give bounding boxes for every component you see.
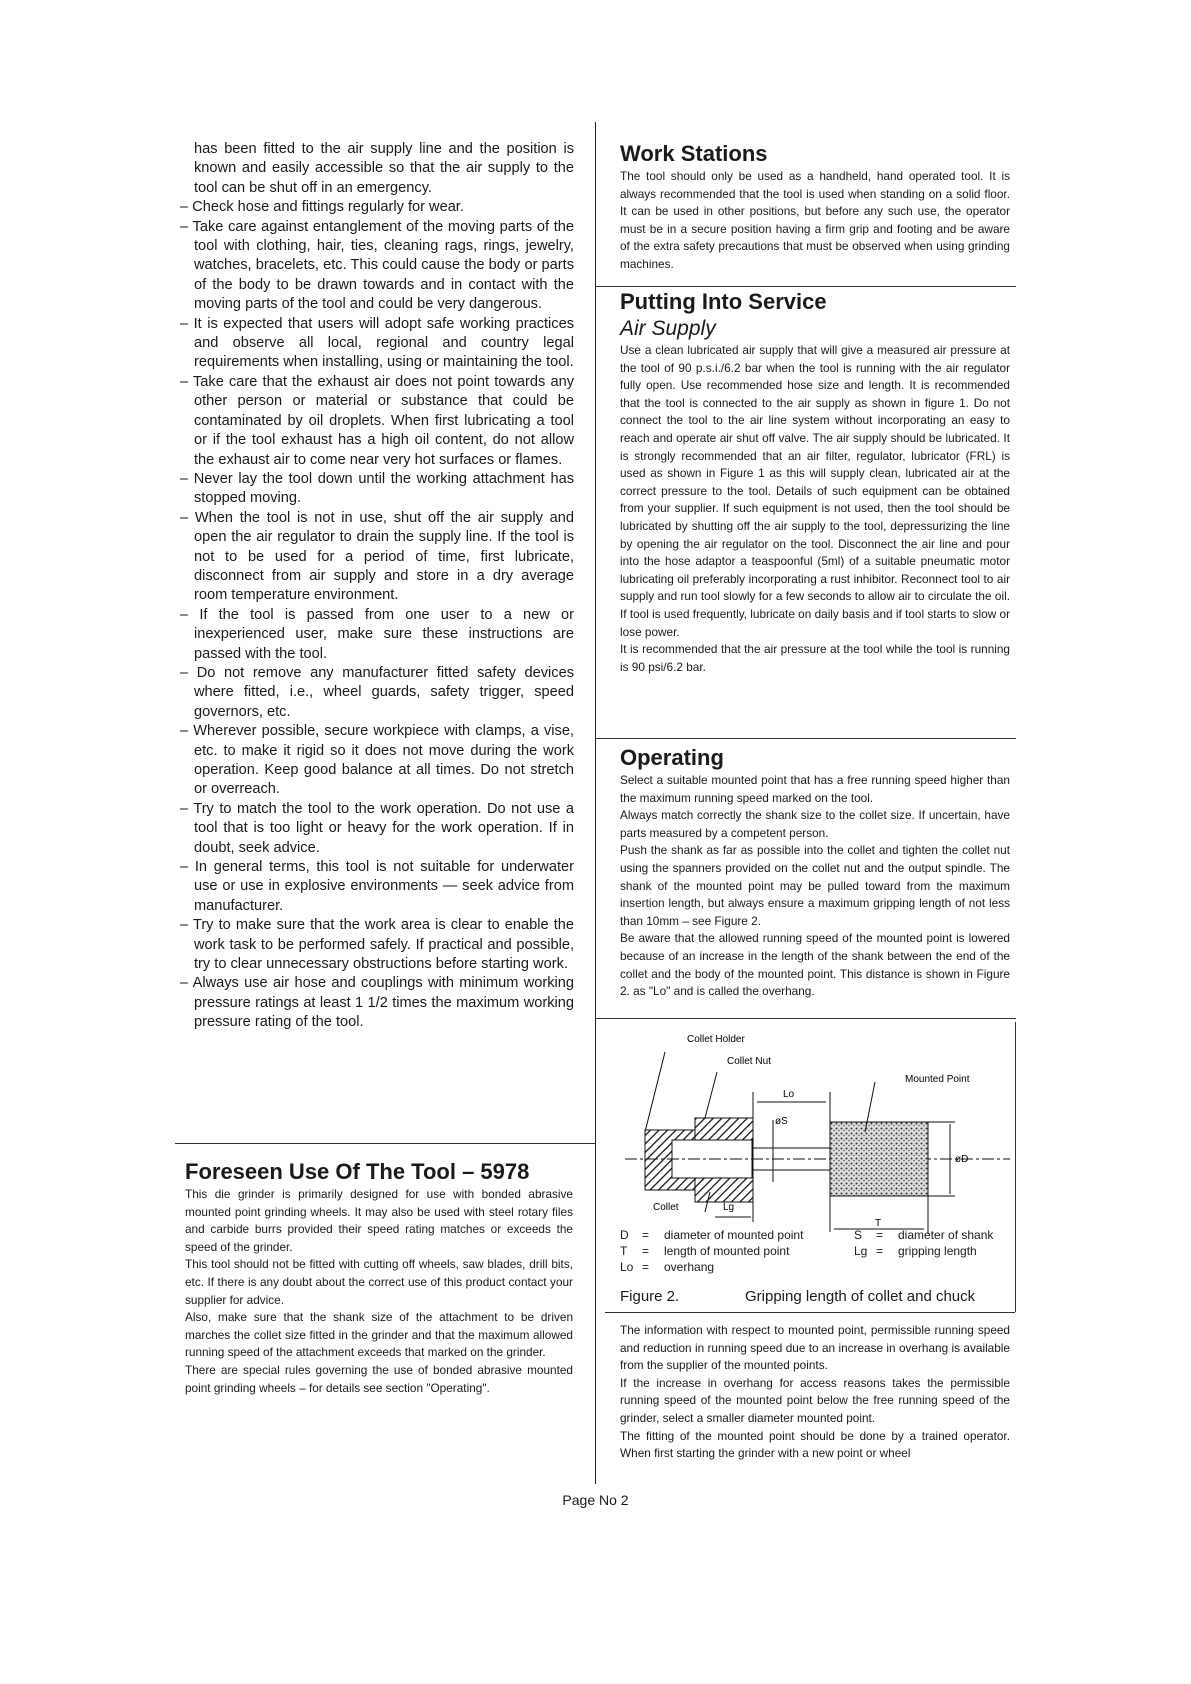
- legend-desc: diameter of shank: [898, 1228, 994, 1242]
- legend-desc: overhang: [664, 1260, 715, 1274]
- foreseen-use-section: [185, 1158, 573, 1397]
- paragraph: Always match correctly the shank size to the collet size. If uncertain, have parts measured by a competent person.: [620, 808, 1010, 840]
- label-mounted-point: Mounted Point: [905, 1074, 970, 1085]
- bullet-item: – Do not remove any manufacturer fitted safety devices where fitted, i.e., wheel guards, safety trigger, speed governors, etc.: [180, 664, 574, 720]
- legend-symbol: D: [620, 1228, 629, 1242]
- paragraph: Use a clean lubricated air supply that will give a measured air pressure at the tool of 90 p.s.i./6.2 bar when the tool is running with the air regulator fully open. Use recommended hose size and length. It is recommended that the tool is connected to the air supply as shown in figure 1. Do not connect the tool to the air line system without incorporating an easy to reach and operate air shut off valve. The air supply should be lubricated. It is strongly recommended that an air filter, regulator, lubricator (FRL) is used as shown in Figure 1 as this will supply clean, lubricated air at the correct pressure to the tool. Details of such equipment can be obtained from your supplier. If such equipment is not used, then the tool should be lubricated by shutting off the air supply to the tool, depressurizing the line by opening the air regulator on the tool. Disconnect the air line and pour into the hose adaptor a teaspoonful (5ml) of a suitable pneumatic motor lubricating oil preferably incorporating a rust inhibitor. Reconnect tool to air supply and run tool slowly for a few seconds to allow air to circulate the oil. If tool is used frequently, lubricate on daily basis and if tool starts to slow or lose power.: [620, 343, 1010, 639]
- paragraph: Select a suitable mounted point that has a free running speed higher than the maximum running speed marked on the tool.: [620, 773, 1010, 805]
- paragraph: This die grinder is primarily designed for use with bonded abrasive mounted point grinding wheels. It may also be used with steel rotary files and carbide burrs provided their speed rating matches or exceeds the speed of the grinder.: [185, 1187, 573, 1254]
- label-lo: Lo: [783, 1089, 795, 1100]
- legend-eq: =: [642, 1244, 650, 1258]
- paragraph: The information with respect to mounted point, permissible running speed and reduction in running speed due to an increase in overhang is available from the supplier of the mounted points.: [620, 1323, 1010, 1373]
- section-subtitle: Air Supply: [620, 317, 716, 340]
- figure-caption: [620, 1288, 1010, 1305]
- legend-symbol: Lo: [620, 1260, 634, 1274]
- figure-caption-text: Gripping length of collet and chuck: [745, 1288, 976, 1305]
- bullet-item: – Check hose and fittings regularly for wear.: [180, 199, 464, 216]
- legend-eq: =: [642, 1260, 650, 1274]
- bullet-item: – Always use air hose and couplings with minimum working pressure ratings at least 1 1/2 times the maximum working pressure rating of the tool.: [180, 975, 574, 1031]
- section-divider: [596, 286, 1016, 287]
- bullet-item: – Never lay the tool down until the working attachment has stopped moving.: [180, 470, 574, 507]
- bullet-item: – Take care against entanglement of the moving parts of the tool with clothing, hair, ties, cleaning rags, rings, jewelry, watches, bracelets, etc. This could cause the body or parts of the body to be drawn towards and in contact with the moving parts of the tool and could be very dangerous.: [180, 218, 574, 313]
- section-title: Putting Into Service: [620, 289, 827, 314]
- safety-instructions-column: [180, 140, 574, 1033]
- legend-eq: =: [876, 1228, 884, 1242]
- putting-into-service-section: [620, 288, 1010, 744]
- label-point-diameter: øD: [955, 1154, 969, 1165]
- paragraph: If the increase in overhang for access reasons takes the permissible running speed of the mounted point below the free running speed of the grinder, select a smaller diameter mounted point.: [620, 1375, 1010, 1425]
- section-title: Foreseen Use Of The Tool – 5978: [185, 1159, 530, 1184]
- label-collet-nut: Collet Nut: [727, 1056, 771, 1067]
- label-t: T: [875, 1218, 882, 1229]
- paragraph: The tool should only be used as a handheld, hand operated tool. It is always recommended that the tool is used when standing on a solid floor. It can be used in other positions, but before any such use, the operator must be in a secure position having a firm grip and footing and be aware of the extra safety precautions that must be observed when using grinding machines.: [620, 169, 1010, 271]
- bullet-item: – It is expected that users will adopt safe working practices and observe all local, regional and country legal requirements when installing, using or maintaining the tool.: [180, 315, 574, 371]
- section-divider: [175, 1143, 595, 1144]
- bullet-item: – In general terms, this tool is not suitable for underwater use or use in explosive environments — seek advice from manufacturer.: [180, 859, 574, 914]
- legend-eq: =: [876, 1244, 884, 1258]
- paragraph: Be aware that the allowed running speed of the mounted point is lowered because of an increase in the length of the shank between the end of the collet and the body of the mounted point. This distance is shown in Figure 2. as "Lo" and is called the overhang.: [620, 931, 1010, 999]
- figure-number: Figure 2.: [620, 1288, 680, 1305]
- label-lg: Lg: [723, 1202, 735, 1213]
- legend-symbol: S: [854, 1228, 863, 1242]
- legend-symbol: Lg: [854, 1244, 868, 1258]
- legend-symbol: T: [620, 1244, 628, 1258]
- paragraph: Push the shank as far as possible into the collet and tighten the collet nut using the spanners provided on the collet nut and the output spindle. The shank of the mounted point may be pulled toward from the maximum insertion length, but always ensure a maximum gripping length of not less than 10mm – see Figure 2.: [620, 843, 1010, 928]
- legend-desc: gripping length: [898, 1244, 977, 1258]
- paragraph: The fitting of the mounted point should be done by a trained operator. When first starting the grinder with a new point or wheel: [620, 1428, 1010, 1461]
- work-stations-section: [620, 140, 1010, 288]
- label-collet: Collet: [653, 1202, 679, 1213]
- section-divider: [596, 738, 1016, 739]
- legend-desc: length of mounted point: [664, 1244, 790, 1258]
- page-number: Page No 2: [562, 1492, 629, 1508]
- label-collet-holder: Collet Holder: [687, 1034, 745, 1045]
- column-divider: [595, 122, 596, 1484]
- bullet-item: – Take care that the exhaust air does not point towards any other person or material or substance that could be contaminated by oil droplets. When first lubricating a tool or if the tool exhaust has a high oil content, do not allow the exhaust air to come near very hot surfaces or flames.: [180, 373, 574, 468]
- bullet-item: – If the tool is passed from one user to a new or inexperienced user, make sure these instructions are passed with the tool.: [180, 606, 574, 662]
- section-title: Operating: [620, 745, 724, 770]
- figure-2: [605, 1022, 1016, 1312]
- legend-desc: diameter of mounted point: [664, 1228, 804, 1242]
- paragraph: This tool should not be fitted with cutting off wheels, saw blades, drill bits, etc. If there is any doubt about the correct use of this product contact your supplier for advice.: [185, 1257, 573, 1307]
- section-divider: [605, 1312, 1015, 1313]
- bullet-item: – Try to match the tool to the work operation. Do not use a tool that is too light or heavy for the work operation. If in doubt, seek advice.: [180, 800, 574, 856]
- bullet-item: – When the tool is not in use, shut off the air supply and open the air regulator to drain the supply line. If the tool is not to be used for a period of time, first lubricate, disconnect from air supply and store in a dry average room temperature environment.: [180, 509, 574, 604]
- operating-section: [620, 744, 1010, 1001]
- legend-eq: =: [642, 1228, 650, 1242]
- section-divider: [596, 1018, 1016, 1019]
- paragraph: It is recommended that the air pressure at the tool while the tool is running is 90 psi/6.2 bar.: [620, 642, 1010, 674]
- section-title: Work Stations: [620, 141, 768, 166]
- bullet-item: – Try to make sure that the work area is clear to enable the work task to be performed safely. If practical and possible, try to clear unnecessary obstructions before starting work.: [180, 917, 574, 973]
- paragraph: has been fitted to the air supply line and the position is known and easily accessible so that the air supply to the tool can be shut off in an emergency.: [194, 141, 574, 196]
- label-shank-diameter: øS: [775, 1116, 788, 1127]
- mounted-point-info: [620, 1322, 1010, 1463]
- paragraph: Also, make sure that the shank size of the attachment to be driven marches the collet size fitted in the grinder and that the maximum allowed running speed of the attachment exceeds that marked on the grinder.: [185, 1310, 573, 1360]
- paragraph: There are special rules governing the use of bonded abrasive mounted point grinding wheels – for details see section "Operating".: [185, 1362, 573, 1395]
- figure-legend: [620, 1227, 1010, 1275]
- right-column: [620, 140, 1010, 1001]
- bullet-item: – Wherever possible, secure workpiece with clamps, a vise, etc. to make it rigid so it does not move during the work operation. Keep good balance at all times. Do not stretch or overreach.: [180, 723, 574, 798]
